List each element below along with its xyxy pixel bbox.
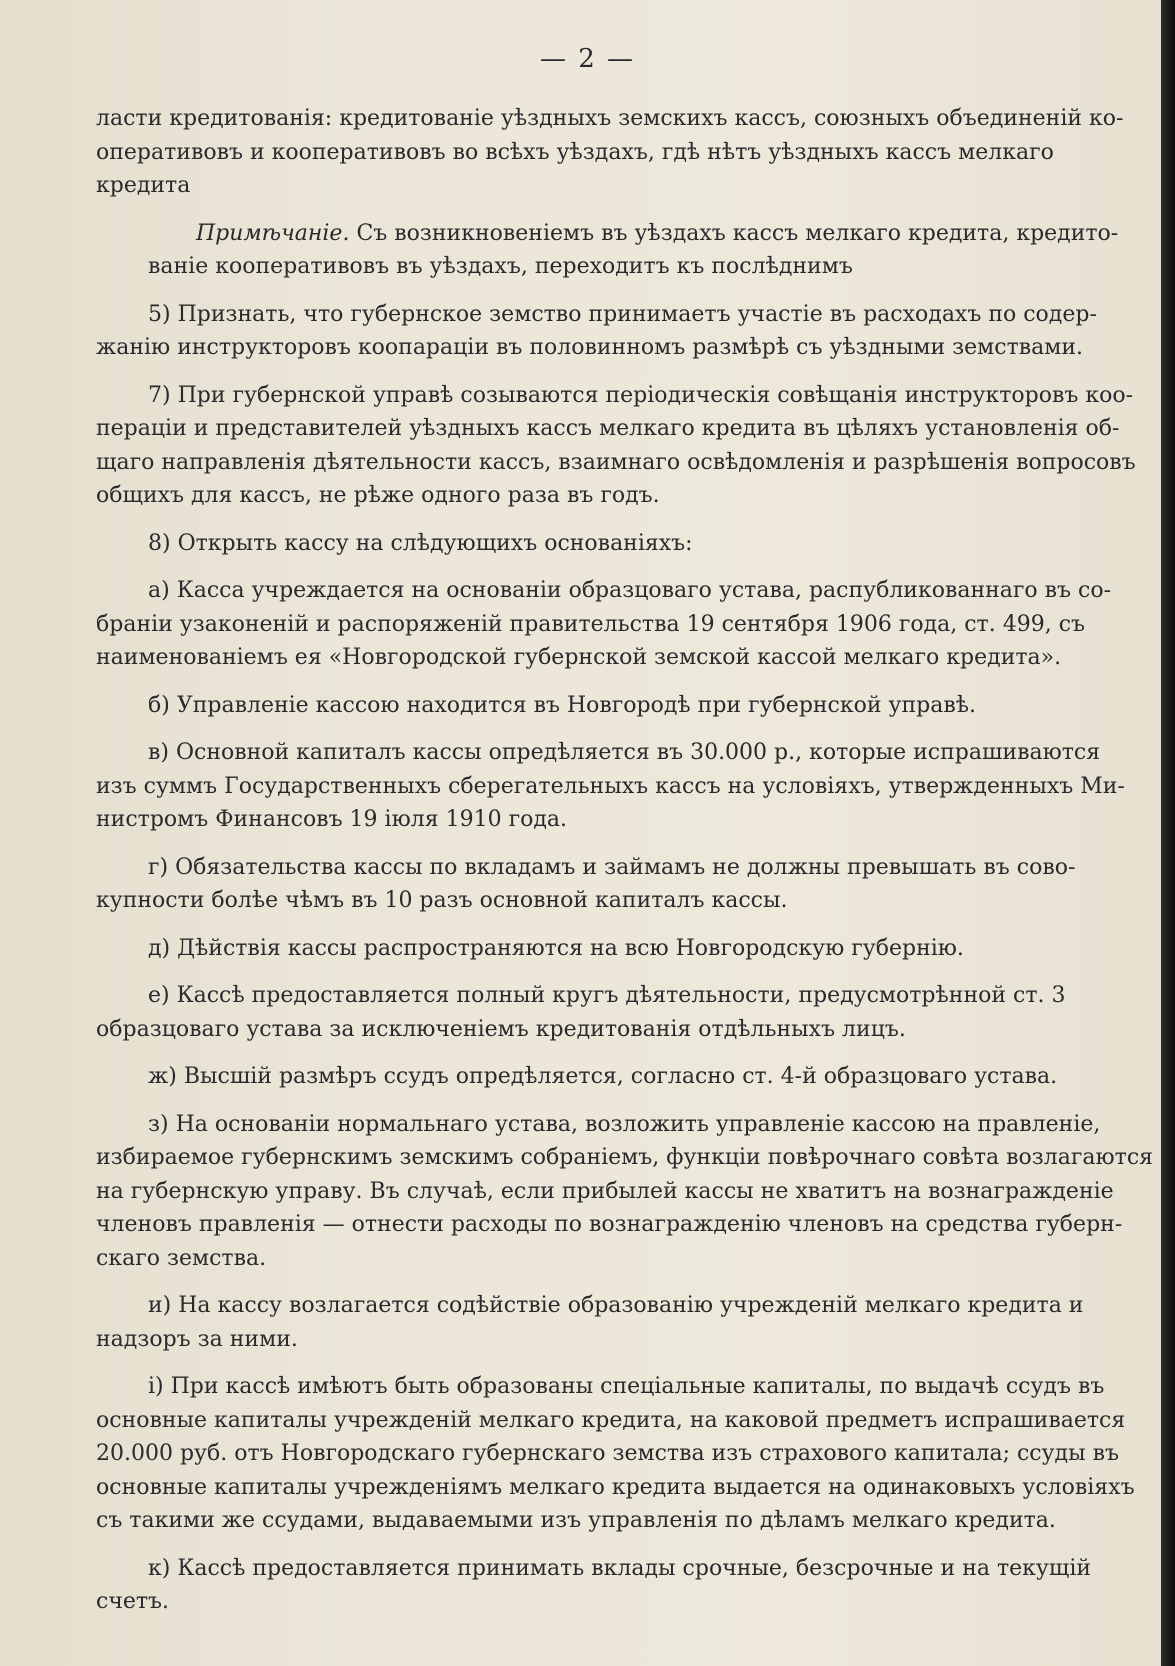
text-line: 7) При губернской управѣ созываются періодическія совѣщанія инструкторовъ коо-: [148, 382, 1134, 408]
paragraph-pd: [96, 932, 1158, 966]
scan-edge: [1161, 0, 1175, 1666]
paragraph-pg: [96, 851, 1158, 918]
text-line: [96, 217, 1158, 251]
text-line: б) Управленіе кассою находится въ Новгородѣ при губернской управѣ.: [148, 692, 976, 718]
note-label: Примѣчаніе.: [196, 220, 357, 246]
paragraph-pe: [96, 979, 1158, 1046]
paragraph-pzh: [96, 1060, 1158, 1094]
paragraph-pv: [96, 736, 1158, 837]
text-line: надзоръ за ними.: [96, 1326, 298, 1352]
note-text: Съ возникновеніемъ въ уѣздахъ кассъ мелкаго кредита, кредито-: [356, 220, 1119, 246]
paragraph-pz: [96, 1108, 1158, 1276]
text-line: скаго земства.: [96, 1245, 267, 1271]
text-line: г) Обязательства кассы по вкладамъ и займамъ не должны превышать въ сово-: [148, 854, 1076, 880]
text-line: съ такими же ссудами, выдаваемыми изъ управленія по дѣламъ мелкаго кредита.: [96, 1508, 1056, 1533]
paragraph-p0: [96, 102, 1158, 203]
text-line: і) При кассѣ имѣютъ быть образованы спеціальные капиталы, по выдачѣ ссудъ въ: [148, 1374, 1105, 1399]
text-line: основные капиталы учрежденіямъ мелкаго кредита выдается на одинаковыхъ условіяхъ: [96, 1474, 1135, 1500]
paragraph-p8: [96, 527, 1158, 561]
text-line: ваніе кооперативовъ въ уѣздахъ, переходитъ къ послѣднимъ: [148, 254, 853, 279]
page-number: — 2 —: [539, 44, 636, 74]
paragraph-pa: [96, 574, 1158, 675]
text-line: членовъ правленія — отнести расходы по вознагражденію членовъ на средства губерн-: [96, 1212, 1123, 1237]
text-line: к) Кассѣ предоставляется принимать вклады срочные, безсрочные и на текущій: [148, 1555, 1092, 1581]
text-line: щаго направленія дѣятельности кассъ, взаимнаго освѣдомленія и разрѣшенія вопросовъ: [96, 449, 1136, 475]
paragraph-pi2: [96, 1370, 1158, 1538]
text-line: з) На основаніи нормальнаго устава, возложить управленіе кассою на правленіе,: [148, 1111, 1101, 1137]
text-line: 5) Признать, что губернское земство принимаетъ участіе въ расходахъ по содер-: [148, 301, 1097, 327]
text-line: кредита: [96, 173, 191, 198]
text-line: жанію инструкторовъ коопараціи въ половинномъ размѣрѣ съ уѣздными земствами.: [96, 335, 1084, 360]
text-line: и) На кассу возлагается содѣйствіе образованію учрежденій мелкаго кредита и: [148, 1293, 1084, 1318]
text-line: купности болѣе чѣмъ въ 10 разъ основной капиталъ кассы.: [96, 888, 788, 913]
document-body: [96, 102, 1158, 1633]
text-line: избираемое губернскимъ земскимъ собраніемъ, функціи повѣрочнаго совѣта возлагаются: [96, 1145, 1154, 1170]
text-line: е) Кассѣ предоставляется полный кругъ дѣятельности, предусмотрѣнной ст. 3: [148, 983, 1066, 1008]
text-line: а) Касса учреждается на основаніи образцоваго устава, распубликованнаго въ со-: [148, 578, 1112, 603]
paragraph-p7: [96, 379, 1158, 513]
paragraph-pi: [96, 1289, 1158, 1356]
text-line: оперативовъ и кооперативовъ во всѣхъ уѣздахъ, гдѣ нѣтъ уѣздныхъ кассъ мелкаго: [96, 139, 1054, 165]
paragraph-pb: [96, 689, 1158, 723]
text-line: ласти кредитованія: кредитованіе уѣздныхъ земскихъ кассъ, союзныхъ объединеній ко-: [96, 106, 1124, 131]
text-line: ж) Высшій размѣръ ссудъ опредѣляется, согласно ст. 4-й образцоваго устава.: [148, 1064, 1058, 1089]
text-line: наименованіемъ ея «Новгородской губернской земской кассой мелкаго кредита».: [96, 645, 1062, 670]
text-line: нистромъ Финансовъ 19 іюля 1910 года.: [96, 807, 567, 832]
text-line: на губернскую управу. Въ случаѣ, если прибылей кассы не хватитъ на вознагражденіе: [96, 1178, 1114, 1204]
text-line: счетъ.: [96, 1589, 170, 1614]
text-line: основные капиталы учрежденій мелкаго кредита, на каковой предметъ испрашивается: [96, 1407, 1126, 1433]
text-line: д) Дѣйствія кассы распространяются на всю Новгородскую губернію.: [148, 935, 964, 961]
text-line: пераціи и представителей уѣздныхъ кассъ мелкаго кредита въ цѣляхъ установленія об-: [96, 416, 1120, 441]
text-line: изъ суммъ Государственныхъ сберегательныхъ кассъ на условіяхъ, утвержденныхъ Ми-: [96, 773, 1125, 799]
text-line: браніи узаконеній и распоряженій правительства 19 сентября 1906 года, ст. 499, съ: [96, 611, 1086, 637]
paragraph-p_note: [96, 217, 1158, 284]
text-line: общихъ для кассъ, не рѣже одного раза въ годъ.: [96, 483, 660, 508]
paragraph-pk: [96, 1552, 1158, 1619]
text-line: в) Основной капиталъ кассы опредѣляется въ 30.000 р., которые испрашиваются: [148, 740, 1101, 765]
paragraph-p5: [96, 298, 1158, 365]
text-line: 8) Открыть кассу на слѣдующихъ основаніяхъ:: [148, 530, 693, 556]
text-line: образцоваго устава за исключеніемъ кредитованія отдѣльныхъ лицъ.: [96, 1016, 906, 1042]
text-line: 20.000 руб. отъ Новгородскаго губернскаго земства изъ страхового капитала; ссуды въ: [96, 1441, 1119, 1466]
